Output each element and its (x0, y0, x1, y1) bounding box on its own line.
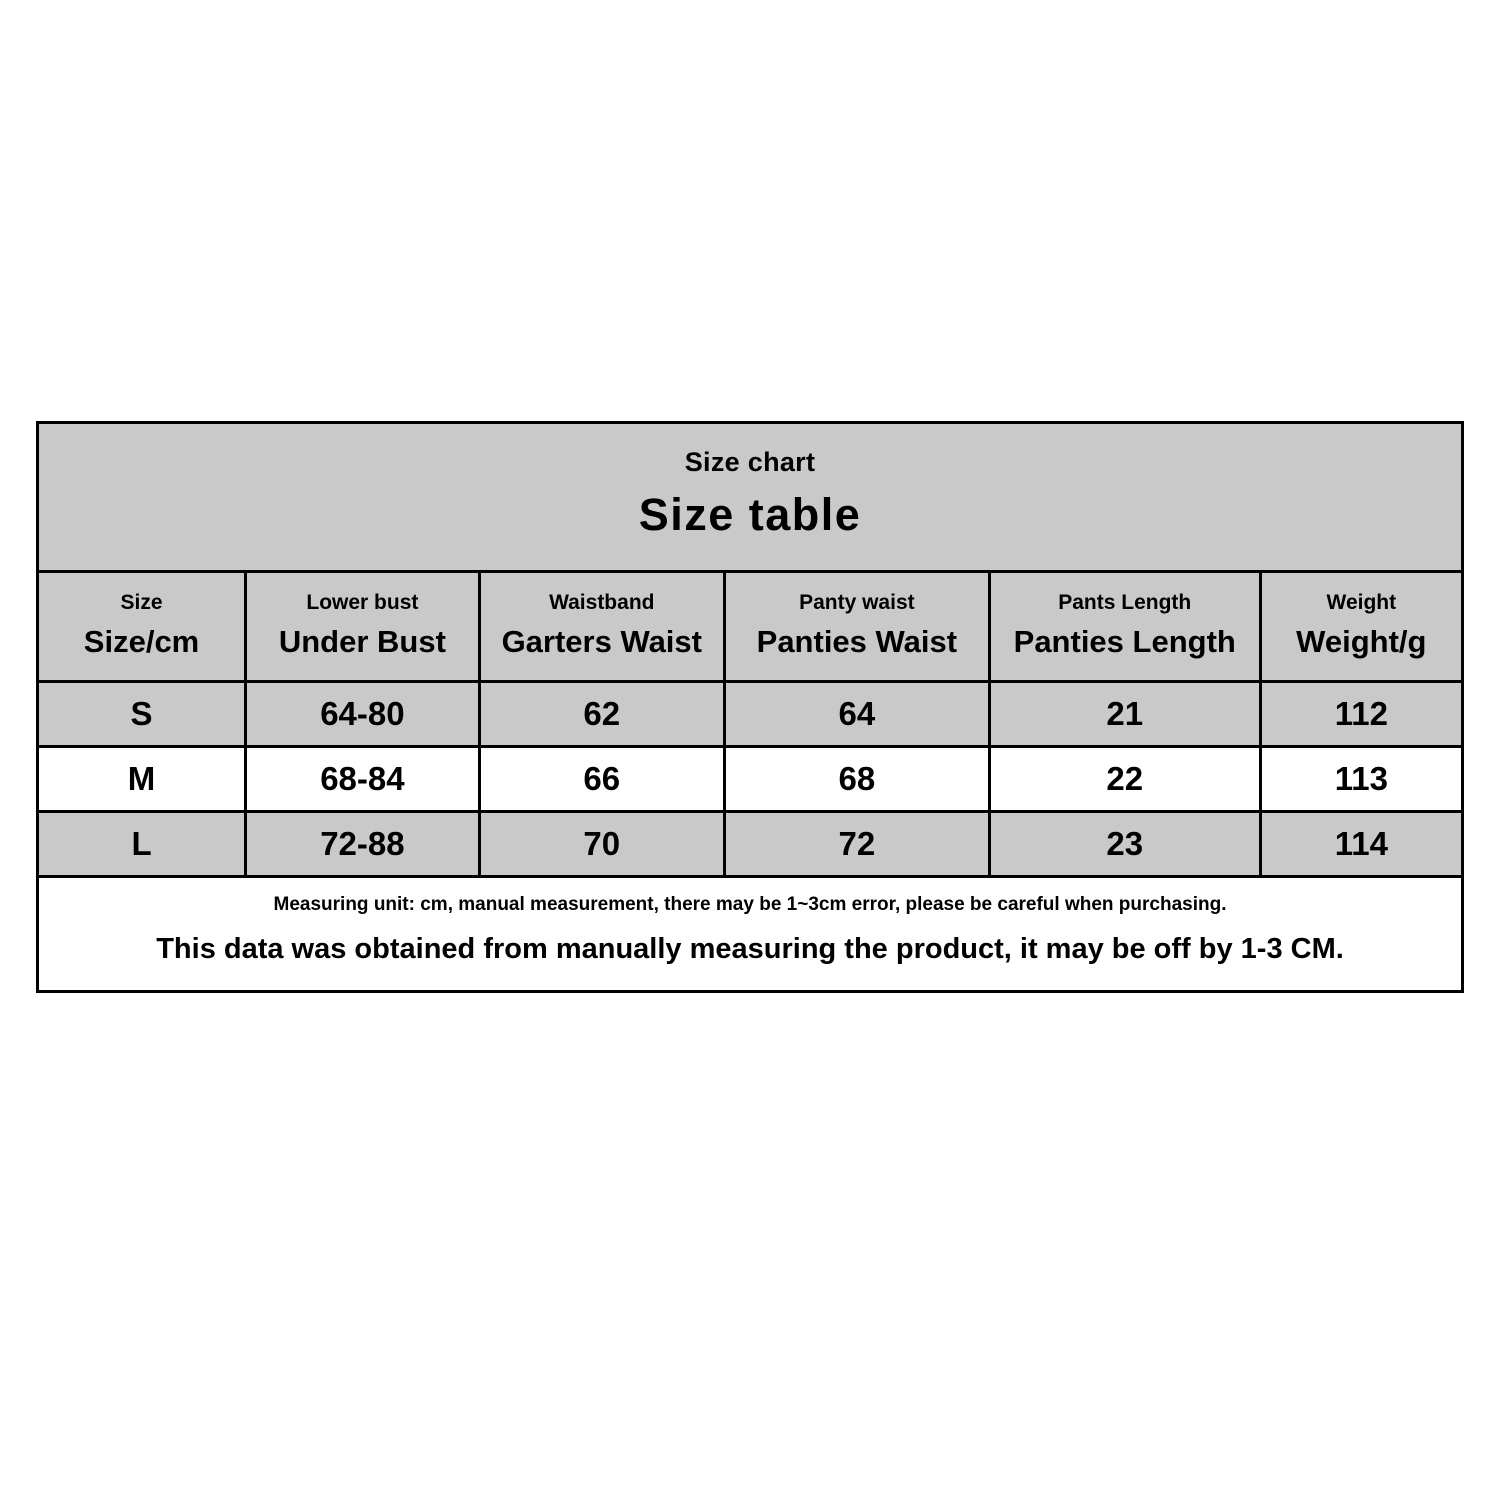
table-row (38, 812, 1463, 877)
cell-size: L (38, 812, 246, 877)
cell-size: M (38, 747, 246, 812)
cell-panties-waist: 72 (724, 812, 989, 877)
table-row (38, 682, 1463, 747)
cell-garters-waist: 62 (479, 682, 724, 747)
cell-under-bust: 72-88 (246, 812, 480, 877)
column-header-panties-length (989, 572, 1260, 682)
table-title-cell (38, 423, 1463, 572)
cell-weight: 112 (1260, 682, 1462, 747)
chart-subtitle: Size chart (684, 447, 816, 477)
cell-garters-waist: 66 (479, 747, 724, 812)
column-header-size-large: Size/cm (83, 623, 200, 659)
cell-panties-waist: 64 (724, 682, 989, 747)
cell-panties-length: 23 (989, 812, 1260, 877)
column-header-panties-waist-small: Panty waist (799, 591, 915, 615)
column-header-weight (1260, 572, 1462, 682)
cell-under-bust: 68-84 (246, 747, 480, 812)
column-header-garters-waist-small: Waistband (549, 591, 655, 615)
column-header-panties-waist-large: Panties Waist (756, 623, 958, 659)
cell-weight: 113 (1260, 747, 1462, 812)
page-title: Size table (638, 488, 862, 540)
size-table (36, 421, 1464, 993)
column-header-under-bust-small: Lower bust (306, 591, 419, 615)
column-header-under-bust-large: Under Bust (278, 623, 446, 659)
cell-panties-length: 21 (989, 682, 1260, 747)
column-header-panties-length-small: Pants Length (1058, 591, 1192, 615)
cell-garters-waist: 70 (479, 812, 724, 877)
table-header-row (38, 572, 1463, 682)
column-header-under-bust (246, 572, 480, 682)
cell-panties-waist: 68 (724, 747, 989, 812)
column-header-panties-length-large: Panties Length (1013, 623, 1236, 659)
note-manual-measure: This data was obtained from manually measuring the product, it may be off by 1-3 CM. (156, 932, 1344, 965)
table-note-cell (38, 877, 1463, 991)
cell-weight: 114 (1260, 812, 1462, 877)
column-header-garters-waist (479, 572, 724, 682)
cell-size: S (38, 682, 246, 747)
table-row (38, 747, 1463, 812)
column-header-size-small: Size (120, 591, 163, 615)
column-header-size (38, 572, 246, 682)
note-measuring-unit: Measuring unit: cm, manual measurement, there may be 1~3cm error, please be careful when purchasing. (273, 894, 1227, 916)
cell-under-bust: 64-80 (246, 682, 480, 747)
size-chart-container (36, 421, 1464, 993)
table-note-row (38, 877, 1463, 991)
table-title-row (38, 423, 1463, 572)
column-header-garters-waist-large: Garters Waist (501, 623, 702, 659)
cell-panties-length: 22 (989, 747, 1260, 812)
column-header-panties-waist (724, 572, 989, 682)
column-header-weight-large: Weight/g (1296, 623, 1427, 659)
column-header-weight-small: Weight (1326, 591, 1397, 615)
